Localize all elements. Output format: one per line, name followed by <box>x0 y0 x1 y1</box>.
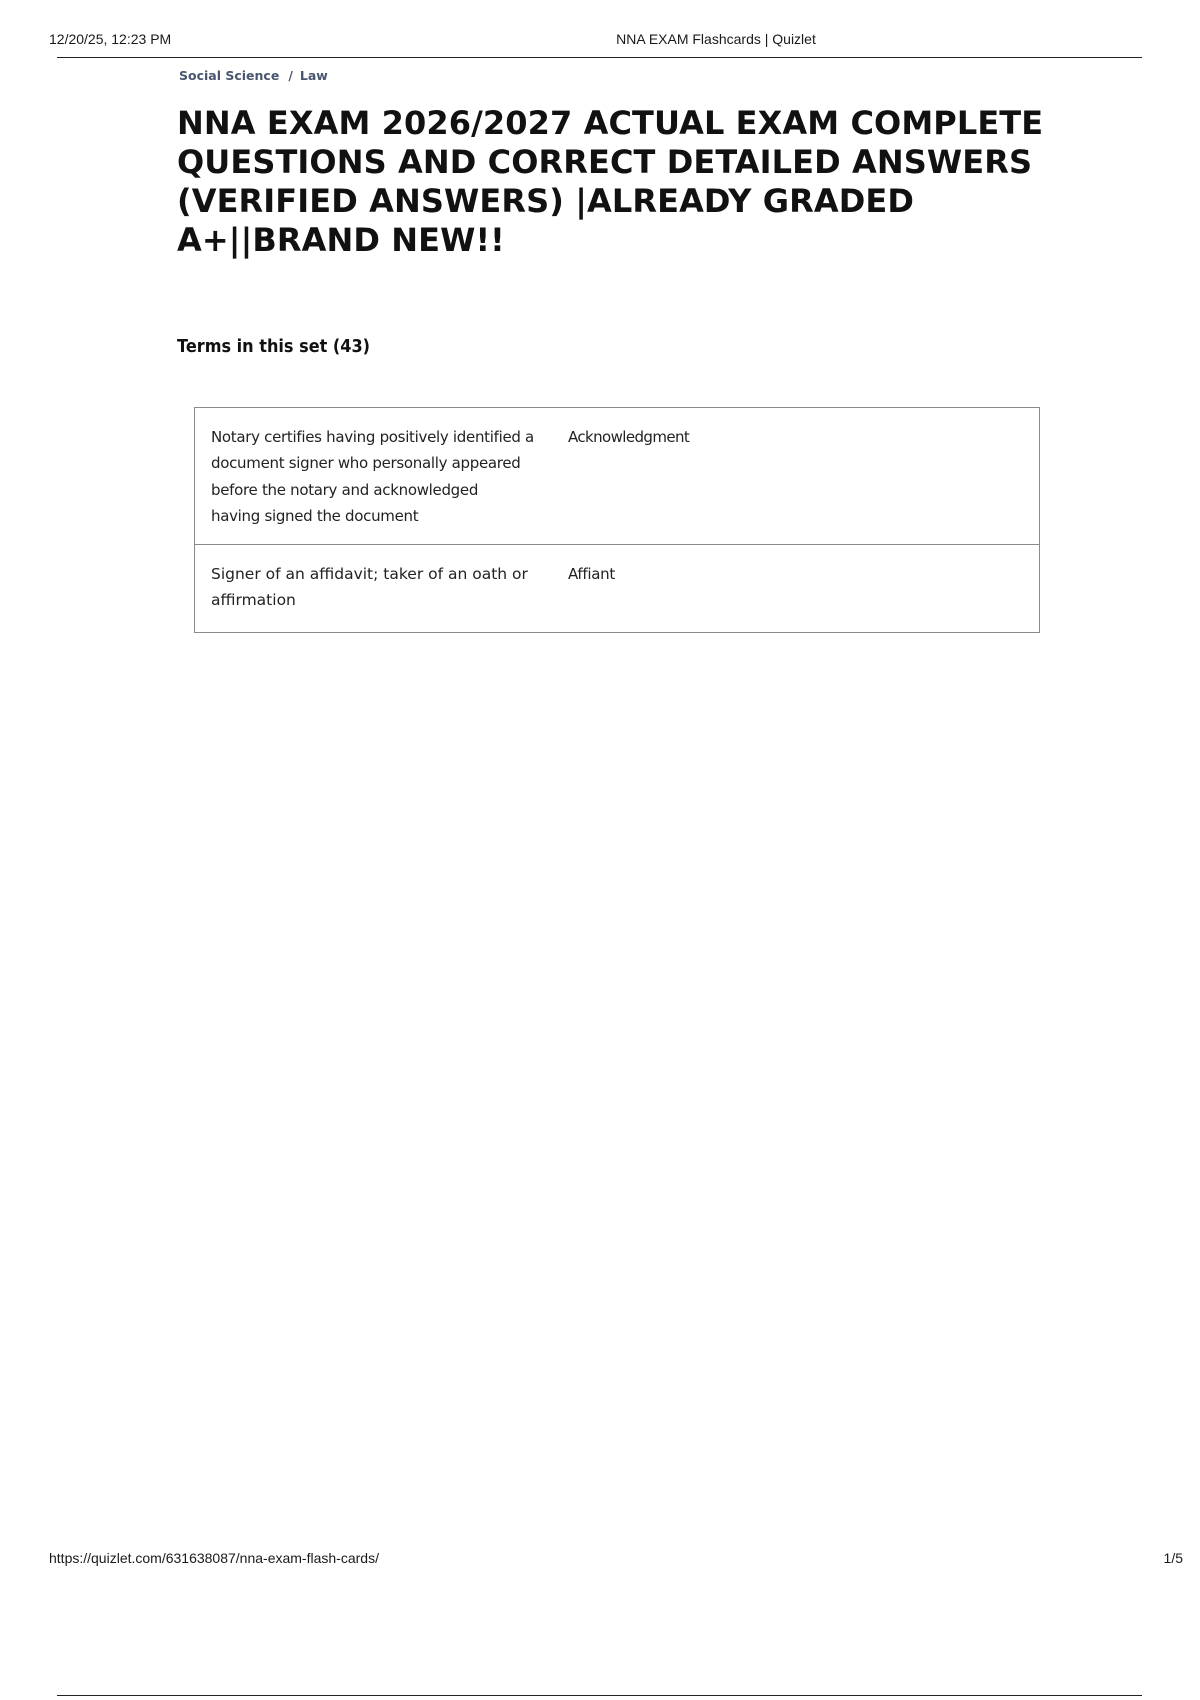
terms-count-heading: Terms in this set (43) <box>177 337 371 357</box>
print-url: https://quizlet.com/631638087/nna-exam-flash-cards/ <box>49 1550 379 1566</box>
term-definition: Signer of an affidavit; taker of an oath or affirmation <box>211 565 528 610</box>
term-row <box>195 408 1039 545</box>
term-definition: Notary certifies having positively identified a document signer who personally appeared before the notary and acknowledged having signed the document <box>211 428 534 525</box>
page-number: 1/5 <box>1163 1550 1183 1566</box>
footer-divider <box>57 1695 1142 1696</box>
print-header <box>0 0 1200 58</box>
print-datetime: 12/20/25, 12:23 PM <box>49 31 172 47</box>
breadcrumb-link-law[interactable]: Law <box>299 68 328 83</box>
term-word: Acknowledgment <box>568 428 690 446</box>
terms-list <box>194 407 1040 633</box>
breadcrumb-separator: / <box>288 68 293 83</box>
term-word: Affiant <box>568 565 615 583</box>
term-row <box>195 545 1039 632</box>
print-document-title: NNA EXAM Flashcards | Quizlet <box>616 31 816 47</box>
set-title: NNA EXAM 2026/2027 ACTUAL EXAM COMPLETE QUESTIONS AND CORRECT DETAILED ANSWERS (VERIFIED ANSWERS) |ALREADY GRADED A+||BRAND NEW!! <box>177 104 1044 259</box>
breadcrumb <box>179 68 328 83</box>
header-divider <box>57 57 1142 58</box>
breadcrumb-link-social-science[interactable]: Social Science <box>179 68 280 83</box>
